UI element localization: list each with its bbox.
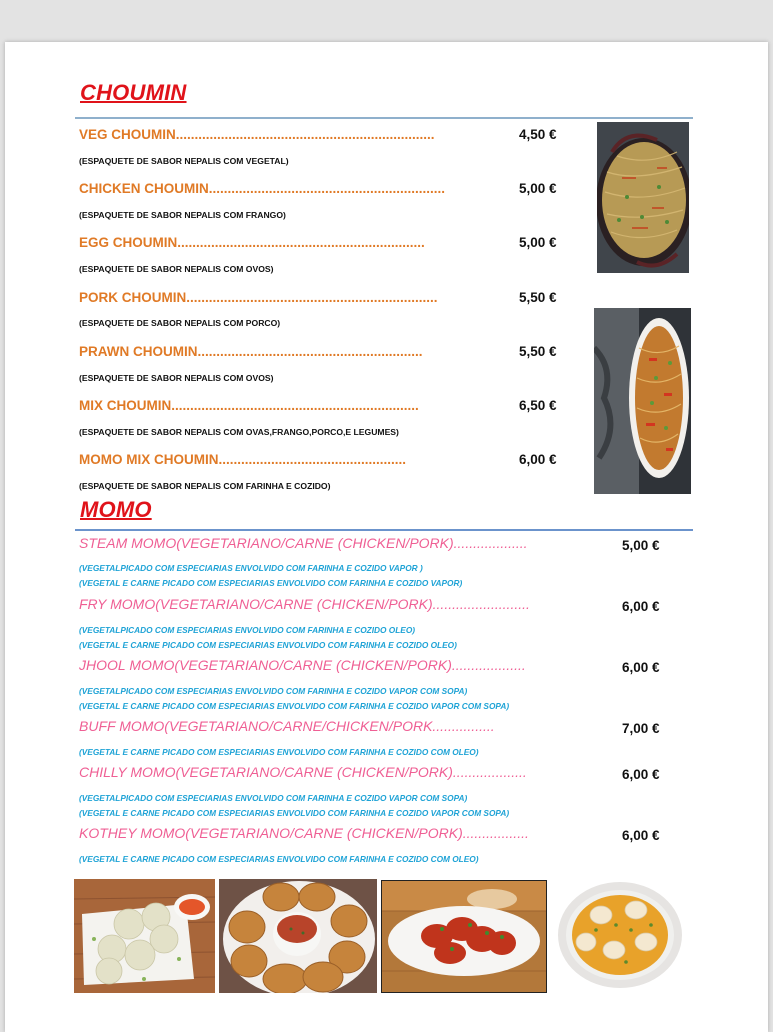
- momo-item-name: KOTHEY MOMO(VEGETARIANO/CARNE (CHICKEN/PORK).................: [79, 825, 529, 841]
- momo-item-desc: (VEGETAL E CARNE PICADO COM ESPECIARIAS ENVOLVIDO COM FARINHA E COZIDO VAPOR): [79, 578, 463, 588]
- momo-item-name: JHOOL MOMO(VEGETARIANO/CARNE (CHICKEN/PORK)...................: [79, 657, 526, 673]
- choumin-item-desc: (ESPAQUETE DE SABOR NEPALIS COM FRANGO): [79, 210, 286, 220]
- choumin-item-name: MOMO MIX CHOUMIN..................................................: [79, 452, 407, 467]
- choumin-photo-pan: [597, 122, 689, 273]
- choumin-item-desc: (ESPAQUETE DE SABOR NEPALIS COM FARINHA E COZIDO): [79, 481, 331, 491]
- choumin-item-name: MIX CHOUMIN..................................................................: [79, 398, 419, 413]
- choumin-divider: [75, 117, 693, 119]
- momo-item-price: 6,00 €: [622, 660, 660, 675]
- momo-item-desc: (VEGETALPICADO COM ESPECIARIAS ENVOLVIDO COM FARINHA E COZIDO OLEO): [79, 625, 416, 635]
- choumin-item-name: EGG CHOUMIN..................................................................: [79, 235, 425, 250]
- choumin-item-desc: (ESPAQUETE DE SABOR NEPALIS COM OVOS): [79, 373, 274, 383]
- momo-photo-chilly: [381, 880, 547, 993]
- momo-item-desc: (VEGETALPICADO COM ESPECIARIAS ENVOLVIDO COM FARINHA E COZIDO VAPOR ): [79, 563, 423, 573]
- choumin-item-desc: (ESPAQUETE DE SABOR NEPALIS COM PORCO): [79, 318, 281, 328]
- momo-item-desc: (VEGETAL E CARNE PICADO COM ESPECIARIAS ENVOLVIDO COM FARINHA E COZIDO VAPOR COM SOPA): [79, 701, 510, 711]
- choumin-item-price: 5,50 €: [519, 344, 557, 359]
- choumin-item-name: PORK CHOUMIN...................................................................: [79, 290, 438, 305]
- choumin-item-name: PRAWN CHOUMIN............................................................: [79, 344, 423, 359]
- momo-item-desc: (VEGETAL E CARNE PICADO COM ESPECIARIAS ENVOLVIDO COM FARINHA E COZIDO OLEO): [79, 640, 457, 650]
- momo-photo-jhol: [556, 880, 684, 990]
- choumin-item-desc: (ESPAQUETE DE SABOR NEPALIS COM OVAS,FRANGO,PORCO,E LEGUMES): [79, 427, 399, 437]
- choumin-item-name: CHICKEN CHOUMIN...............................................................: [79, 181, 446, 196]
- choumin-item-price: 6,50 €: [519, 398, 557, 413]
- momo-item-price: 6,00 €: [622, 767, 660, 782]
- momo-photo-steam: [74, 879, 215, 993]
- choumin-photo-bowl: [594, 308, 691, 494]
- choumin-item-desc: (ESPAQUETE DE SABOR NEPALIS COM VEGETAL): [79, 156, 289, 166]
- choumin-item-price: 6,00 €: [519, 452, 557, 467]
- momo-item-desc: (VEGETALPICADO COM ESPECIARIAS ENVOLVIDO COM FARINHA E COZIDO VAPOR COM SOPA): [79, 793, 468, 803]
- choumin-item-name: VEG CHOUMIN.....................................................................: [79, 127, 435, 142]
- momo-item-price: 7,00 €: [622, 721, 660, 736]
- choumin-item-price: 5,00 €: [519, 181, 557, 196]
- choumin-item-desc: (ESPAQUETE DE SABOR NEPALIS COM OVOS): [79, 264, 274, 274]
- momo-item-price: 6,00 €: [622, 599, 660, 614]
- choumin-item-price: 5,00 €: [519, 235, 557, 250]
- momo-item-desc: (VEGETALPICADO COM ESPECIARIAS ENVOLVIDO COM FARINHA E COZIDO VAPOR COM SOPA): [79, 686, 468, 696]
- section-title-choumin: CHOUMIN: [80, 80, 187, 105]
- momo-item-name: FRY MOMO(VEGETARIANO/CARNE (CHICKEN/PORK).........................: [79, 596, 530, 612]
- section-title-momo: MOMO: [80, 497, 152, 522]
- momo-item-desc: (VEGETAL E CARNE PICADO COM ESPECIARIAS ENVOLVIDO COM FARINHA E COZIDO COM OLEO): [79, 854, 479, 864]
- momo-item-desc: (VEGETAL E CARNE PICADO COM ESPECIARIAS ENVOLVIDO COM FARINHA E COZIDO COM OLEO): [79, 747, 479, 757]
- momo-item-name: CHILLY MOMO(VEGETARIANO/CARNE (CHICKEN/PORK)...................: [79, 764, 527, 780]
- momo-item-name: STEAM MOMO(VEGETARIANO/CARNE (CHICKEN/PORK)...................: [79, 535, 528, 551]
- momo-item-name: BUFF MOMO(VEGETARIANO/CARNE/CHICKEN/PORK................: [79, 718, 495, 734]
- momo-divider: [75, 529, 693, 531]
- momo-photo-fry: [219, 879, 377, 993]
- momo-item-price: 6,00 €: [622, 828, 660, 843]
- choumin-item-price: 5,50 €: [519, 290, 557, 305]
- momo-item-price: 5,00 €: [622, 538, 660, 553]
- choumin-item-price: 4,50 €: [519, 127, 557, 142]
- momo-item-desc: (VEGETAL E CARNE PICADO COM ESPECIARIAS ENVOLVIDO COM FARINHA E COZIDO VAPOR COM SOPA): [79, 808, 510, 818]
